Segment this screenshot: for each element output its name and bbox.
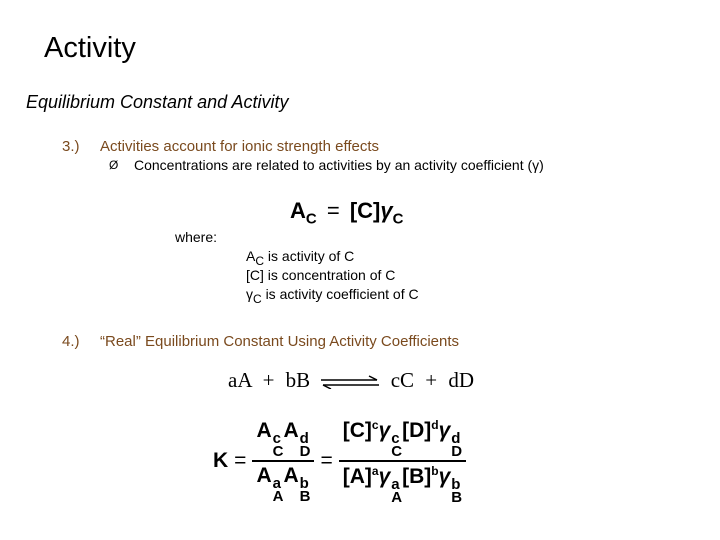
sup: a [391, 476, 400, 493]
plus-sign: + [262, 368, 275, 392]
reactant-1: aA [228, 368, 252, 392]
sup: b [431, 464, 439, 478]
sup: d [451, 430, 461, 447]
def-symbol: [C] [246, 267, 264, 283]
gamma: γ [378, 419, 391, 442]
sub: A [391, 489, 403, 506]
point-4-heading: “Real” Equilibrium Constant Using Activity Coefficients [100, 333, 460, 350]
def-symbol: γ [246, 286, 253, 302]
term: [B] [402, 465, 432, 488]
sub: A [272, 488, 284, 505]
arrow-bullet-icon: Ø [109, 158, 119, 172]
def-text: is activity coefficient of C [265, 286, 419, 302]
slide-title: Activity [44, 32, 136, 64]
sub: C [391, 443, 403, 460]
point-4-number: 4.) [62, 333, 80, 350]
concentration-denominator [339, 462, 466, 504]
eq-gamma: γ [380, 198, 393, 223]
sup: a [371, 464, 379, 478]
eq-lhs: A [290, 198, 306, 223]
product-2: dD [448, 368, 475, 392]
concentration-fraction [339, 418, 466, 504]
eq-conc: [C] [349, 198, 381, 223]
k-equals-2: = [320, 449, 333, 472]
sup: a [272, 475, 281, 492]
activity-equation [290, 198, 403, 227]
definition-coefficient [246, 286, 419, 306]
sup: b [299, 475, 309, 492]
def-symbol: A [246, 248, 256, 264]
definition-activity [246, 248, 354, 268]
concentration-numerator [339, 418, 466, 462]
gamma: γ [438, 465, 451, 488]
definition-concentration [246, 267, 395, 283]
sup: c [391, 430, 400, 447]
sub: D [451, 443, 463, 460]
equilibrium-arrow-icon [319, 375, 381, 389]
sub: C [272, 443, 284, 460]
activity-fraction [252, 419, 314, 503]
term: A [283, 464, 299, 487]
sub: B [451, 489, 463, 506]
gamma: γ [378, 465, 391, 488]
term: A [256, 464, 272, 487]
sub: D [299, 443, 311, 460]
sup: c [272, 430, 281, 447]
reactant-2: bB [285, 368, 311, 392]
term: [D] [402, 419, 432, 442]
k-equals-1: = [234, 449, 247, 472]
term: [C] [342, 419, 372, 442]
k-symbol: K [213, 449, 229, 472]
term: A [256, 419, 272, 442]
slide-subtitle: Equilibrium Constant and Activity [26, 92, 289, 112]
k-equation [213, 418, 466, 504]
term: A [283, 419, 299, 442]
def-sub: C [253, 291, 262, 306]
term: [A] [342, 465, 372, 488]
eq-equals: = [326, 198, 340, 223]
activity-denominator [252, 462, 314, 503]
sup: c [371, 418, 379, 432]
sup: d [431, 418, 439, 432]
point-3-heading: Activities account for ionic strength effects [100, 138, 380, 155]
bullet-text: Concentrations are related to activities by an activity coefficient (γ) [134, 157, 544, 173]
gamma: γ [438, 419, 451, 442]
def-text: is activity of C [267, 248, 355, 264]
where-label: where: [175, 229, 218, 245]
sub: B [299, 488, 311, 505]
sup: d [299, 430, 309, 447]
plus-sign: + [425, 368, 438, 392]
def-sub: C [255, 253, 265, 268]
sup: b [451, 476, 461, 493]
reaction-equation [228, 368, 474, 393]
activity-numerator [252, 419, 314, 462]
point-3-number: 3.) [62, 138, 80, 155]
product-1: cC [390, 368, 415, 392]
eq-gamma-sub: C [392, 210, 404, 228]
eq-lhs-sub: C [305, 210, 317, 228]
def-text: is concentration of C [267, 267, 396, 283]
